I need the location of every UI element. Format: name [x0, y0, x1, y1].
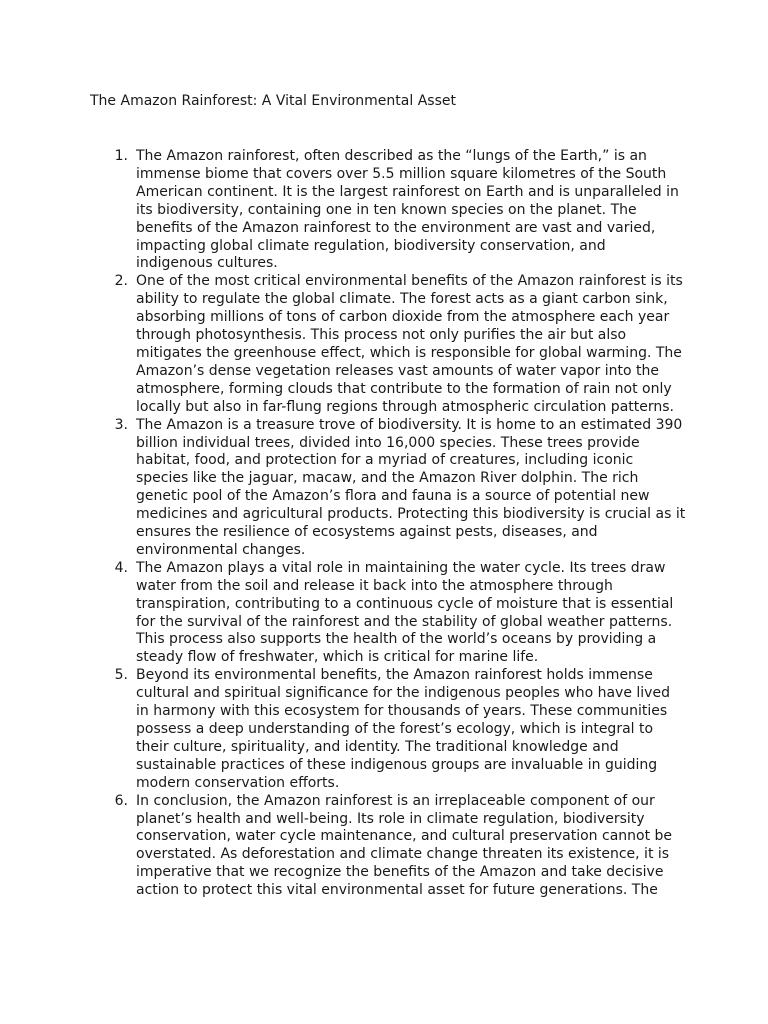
- list-item: [0, 148, 768, 273]
- paragraph-line: Beyond its environmental benefits, the Amazon rainforest holds immense: [136, 667, 653, 684]
- paragraph-line: benefits of the Amazon rainforest to the environment are vast and varied,: [136, 219, 656, 236]
- paragraph-line: modern conservation efforts.: [136, 774, 340, 791]
- paragraph-line: imperative that we recognize the benefits of the Amazon and take decisive: [136, 864, 664, 881]
- paragraph-line: overstated. As deforestation and climate change threaten its existence, it is: [136, 846, 670, 863]
- paragraph-line: In conclusion, the Amazon rainforest is an irreplaceable component of our: [136, 792, 655, 809]
- paragraph-line: This process also supports the health of the world’s oceans by providing a: [136, 631, 657, 648]
- paragraph-line: Amazon’s dense vegetation releases vast amounts of water vapor into the: [136, 362, 659, 379]
- list-item: [0, 417, 768, 560]
- paragraph-line: The Amazon plays a vital role in maintaining the water cycle. Its trees draw: [136, 559, 666, 576]
- list-item-paragraph: [136, 148, 684, 273]
- list-item-paragraph: [136, 560, 684, 667]
- list-item: [0, 273, 768, 416]
- list-item-number: 5.: [114, 667, 128, 684]
- paragraph-line: their culture, spirituality, and identity. The traditional knowledge and: [136, 738, 619, 755]
- paragraph-line: planet’s health and well-being. Its role in climate regulation, biodiversity: [136, 810, 645, 827]
- paragraph-line: transpiration, contributing to a continuous cycle of moisture that is essential: [136, 595, 674, 612]
- list-item-number: 6.: [114, 792, 128, 809]
- list-item-paragraph: [136, 667, 684, 792]
- numbered-list: [0, 148, 768, 900]
- paragraph-line: steady flow of freshwater, which is critical for marine life.: [136, 649, 539, 666]
- paragraph-line: species like the jaguar, macaw, and the Amazon River dolphin. The rich: [136, 470, 639, 487]
- paragraph-line: immense biome that covers over 5.5 million square kilometres of the South: [136, 165, 667, 182]
- paragraph-line: in harmony with this ecosystem for thousands of years. These communities: [136, 703, 668, 720]
- list-item: [0, 793, 768, 900]
- paragraph-line: The Amazon rainforest, often described as the “lungs of the Earth,” is an: [136, 148, 647, 164]
- paragraph-line: medicines and agricultural products. Protecting this biodiversity is crucial as it: [136, 506, 686, 523]
- paragraph-line: billion individual trees, divided into 16,000 species. These trees provide: [136, 434, 640, 451]
- list-item-paragraph: [136, 273, 684, 416]
- paragraph-line: through photosynthesis. This process not only purifies the air but also: [136, 327, 627, 344]
- paragraph-line: impacting global climate regulation, biodiversity conservation, and: [136, 237, 606, 254]
- list-item-paragraph: [136, 417, 684, 560]
- paragraph-line: action to protect this vital environmental asset for future generations. The: [136, 882, 658, 899]
- paragraph-line: possess a deep understanding of the forest’s ecology, which is integral to: [136, 721, 654, 737]
- list-item: [0, 560, 768, 667]
- paragraph-line: genetic pool of the Amazon’s flora and fauna is a source of potential new: [136, 488, 650, 505]
- paragraph-line: One of the most critical environmental benefits of the Amazon rainforest is its: [136, 273, 683, 290]
- list-item-paragraph: [136, 793, 684, 900]
- paragraph-line: environmental changes.: [136, 541, 306, 558]
- list-item-number: 3.: [114, 416, 128, 433]
- document-title: The Amazon Rainforest: A Vital Environmental Asset: [90, 93, 456, 109]
- paragraph-line: absorbing millions of tons of carbon dioxide from the atmosphere each year: [136, 309, 670, 326]
- paragraph-line: locally but also in far-flung regions through atmospheric circulation patterns.: [136, 398, 674, 415]
- paragraph-line: ensures the resilience of ecosystems against pests, diseases, and: [136, 524, 598, 541]
- paragraph-line: habitat, food, and protection for a myriad of creatures, including iconic: [136, 452, 634, 469]
- list-item-number: 4.: [114, 559, 128, 576]
- paragraph-line: indigenous cultures.: [136, 255, 278, 272]
- paragraph-line: conservation, water cycle maintenance, and cultural preservation cannot be: [136, 828, 673, 845]
- paragraph-line: water from the soil and release it back into the atmosphere through: [136, 577, 613, 594]
- paragraph-line: for the survival of the rainforest and the stability of global weather patterns.: [136, 613, 673, 630]
- paragraph-line: atmosphere, forming clouds that contribute to the formation of rain not only: [136, 380, 672, 397]
- list-item-number: 2.: [114, 273, 128, 290]
- paragraph-line: sustainable practices of these indigenous groups are invaluable in guiding: [136, 756, 658, 773]
- paragraph-line: The Amazon is a treasure trove of biodiversity. It is home to an estimated 390: [136, 416, 683, 433]
- paragraph-line: cultural and spiritual significance for the indigenous peoples who have lived: [136, 685, 670, 702]
- list-item: [0, 667, 768, 792]
- list-item-number: 1.: [114, 148, 128, 164]
- paragraph-line: mitigates the greenhouse effect, which is responsible for global warming. The: [136, 344, 682, 361]
- paragraph-line: its biodiversity, containing one in ten known species on the planet. The: [136, 201, 637, 218]
- paragraph-line: American continent. It is the largest rainforest on Earth and is unparalleled in: [136, 183, 679, 200]
- paragraph-line: ability to regulate the global climate. The forest acts as a giant carbon sink,: [136, 291, 668, 308]
